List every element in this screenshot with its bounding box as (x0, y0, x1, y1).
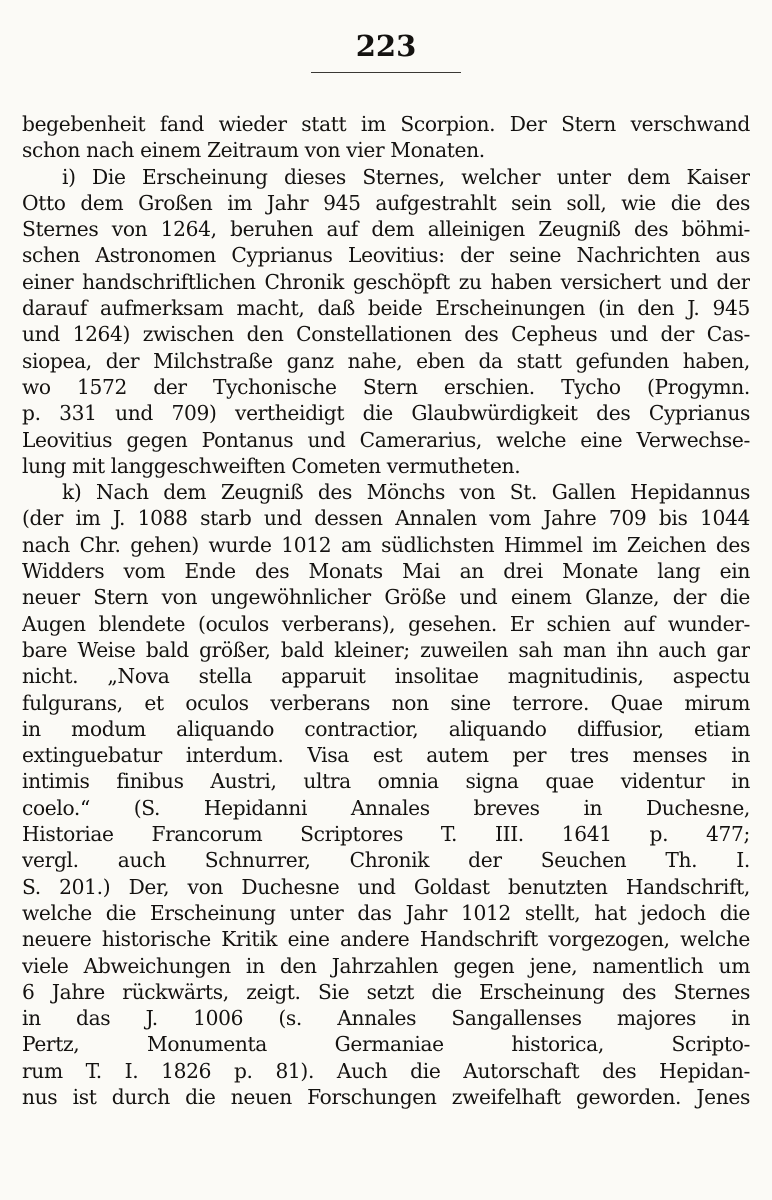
text-line: und 1264) zwischen den Constellationen des Cepheus und der Cas- (22, 322, 750, 347)
text-line: schon nach einem Zeitraum von vier Monaten. (22, 138, 485, 163)
text-line: Augen blendete (oculos verberans), gesehen. Er schien auf wunder- (22, 611, 750, 636)
text-line: wo 1572 der Tychonische Stern erschien. Tycho (Progymn. (22, 374, 750, 399)
text-line: viele Abweichungen in den Jahrzahlen gegen jene, namentlich um (22, 953, 750, 978)
text-line: begebenheit fand wieder statt im Scorpion. Der Stern verschwand (22, 112, 750, 136)
text-line: in modum aliquando contractior, aliquando diffusior, etiam (22, 716, 750, 741)
text-line: lung mit langgeschweiften Cometen vermutheten. (22, 453, 521, 478)
text-line: S. 201.) Der, von Duchesne und Goldast benutzten Handschrift, (22, 874, 750, 899)
text-line: extinguebatur interdum. Visa est autem per tres menses in (22, 743, 750, 768)
text-line: coelo.“ (S. Hepidanni Annales breves in Duchesne, (22, 795, 750, 820)
text-line: rum T. I. 1826 p. 81). Auch die Autorschaft des Hepidan- (22, 1058, 750, 1083)
text-line: nus ist durch die neuen Forschungen zweifelhaft geworden. Jenes (22, 1084, 750, 1109)
text-line: siopea, der Milchstraße ganz nahe, eben da statt gefunden haben, (22, 348, 750, 373)
text-line: Sternes von 1264, beruhen auf dem alleinigen Zeugniß des böhmi- (22, 217, 750, 242)
text-line: (der im J. 1088 starb und dessen Annalen vom Jahre 709 bis 1044 (22, 506, 750, 531)
text-line: i) Die Erscheinung dieses Sternes, welcher unter dem Kaiser (62, 164, 750, 189)
text-line: intimis finibus Austri, ultra omnia signa quae videntur in (22, 769, 750, 794)
text-line: Widders vom Ende des Monats Mai an drei Monate lang ein (22, 559, 750, 584)
text-line: welche die Erscheinung unter das Jahr 1012 stellt, hat jedoch die (22, 900, 750, 925)
text-line: darauf aufmerksam macht, daß beide Erscheinungen (in den J. 945 (22, 296, 750, 321)
text-line: schen Astronomen Cyprianus Leovitius: der seine Nachrichten aus (22, 243, 750, 268)
header-rule (311, 72, 461, 73)
text-line: k) Nach dem Zeugniß des Mönchs von St. Gallen Hepidannus (62, 480, 750, 505)
text-line: fulgurans, et oculos verberans non sine terrore. Quae mirum (22, 690, 750, 715)
text-line: Leovitius gegen Pontanus und Camerarius, welche eine Verwechse- (22, 427, 750, 452)
book-page (22, 28, 750, 1110)
page-number: 223 (355, 29, 417, 63)
text-line: Otto dem Großen im Jahr 945 aufgestrahlt sein soll, wie die des (22, 190, 750, 215)
text-line: vergl. auch Schnurrer, Chronik der Seuchen Th. I. (22, 848, 750, 873)
text-line: 6 Jahre rückwärts, zeigt. Sie setzt die Erscheinung des Sternes (22, 979, 750, 1004)
text-line: Pertz, Monumenta Germaniae historica, Scripto- (22, 1032, 750, 1057)
body-text (22, 111, 750, 1110)
text-line: in das J. 1006 (s. Annales Sangallenses majores in (22, 1006, 750, 1031)
text-line: p. 331 und 709) vertheidigt die Glaubwürdigkeit des Cyprianus (22, 401, 750, 426)
text-line: nicht. „Nova stella apparuit insolitae magnitudinis, aspectu (22, 664, 750, 689)
text-line: bare Weise bald größer, bald kleiner; zuweilen sah man ihn auch gar (22, 637, 750, 662)
text-line: neuer Stern von ungewöhnlicher Größe und einem Glanze, der die (22, 585, 750, 610)
text-line: Historiae Francorum Scriptores T. III. 1641 p. 477; (22, 822, 750, 847)
text-line: nach Chr. gehen) wurde 1012 am südlichsten Himmel im Zeichen des (22, 532, 750, 557)
text-line: neuere historische Kritik eine andere Handschrift vorgezogen, welche (22, 927, 750, 952)
text-line: einer handschriftlichen Chronik geschöpft zu haben versichert und der (22, 269, 750, 294)
